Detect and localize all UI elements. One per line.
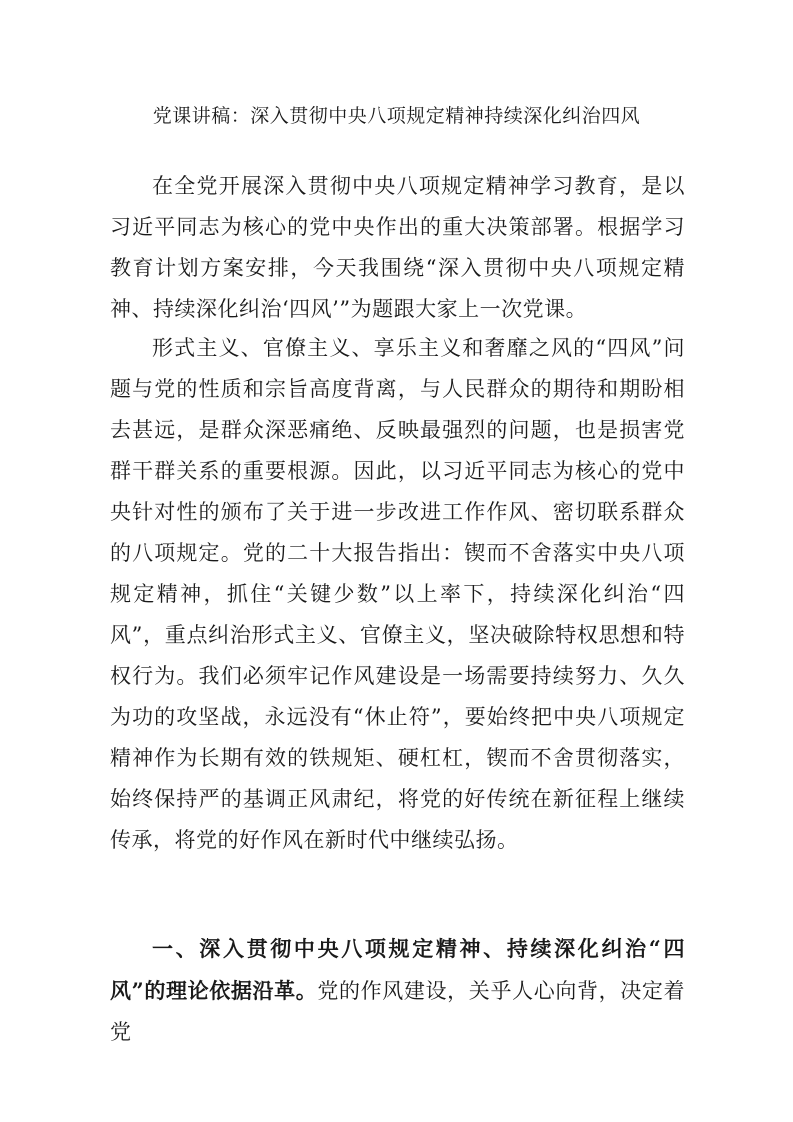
section-one-text: 党的作风建设，关乎人心向背，决定着党 bbox=[110, 979, 685, 1044]
paragraph-four-winds bbox=[110, 328, 685, 861]
section-one-heading: 一、深入贯彻中央八项规定精神、持续深化纠治“四风”的理论依据沿革。 bbox=[110, 936, 685, 1003]
paragraph-intro bbox=[110, 166, 685, 330]
paragraph-section-one bbox=[110, 928, 685, 1053]
document-title: 党课讲稿：深入贯彻中央八项规定精神持续深化纠治四风 bbox=[152, 105, 641, 127]
paragraph-intro-text: 在全党开展深入贯彻中央八项规定精神学习教育，是以习近平同志为核心的党中央作出的重大决策部署。根据学习教育计划方案安排，今天我围绕“深入贯彻中央八项规定精神、持续深化纠治‘四风’”为题跟大家上一次党课。 bbox=[110, 174, 685, 321]
paragraph-four-winds-text: 形式主义、官僚主义、享乐主义和奢靡之风的“四风”问题与党的性质和宗旨高度背离，与人民群众的期待和期盼相去甚远，是群众深恶痛绝、反映最强烈的问题，也是损害党群干群关系的重要根源。因此，以习近平同志为核心的党中央针对性的颁布了关于进一步改进工作作风、密切联系群众的八项规定。党的二十大报告指出：锲而不舍落实中央八项规定精神，抓住“关键少数”以上率下，持续深化纠治“四风”，重点纠治形式主义、官僚主义，坚决破除特权思想和特权行为。我们必须牢记作风建设是一场需要持续努力、久久为功的攻坚战，永远没有“休止符”，要始终把中央八项规定精神作为长期有效的铁规矩、硬杠杠，锲而不舍贯彻落实，始终保持严的基调正风肃纪，将党的好传统在新征程上继续传承，将党的好作风在新时代中继续弘扬。 bbox=[110, 336, 685, 852]
